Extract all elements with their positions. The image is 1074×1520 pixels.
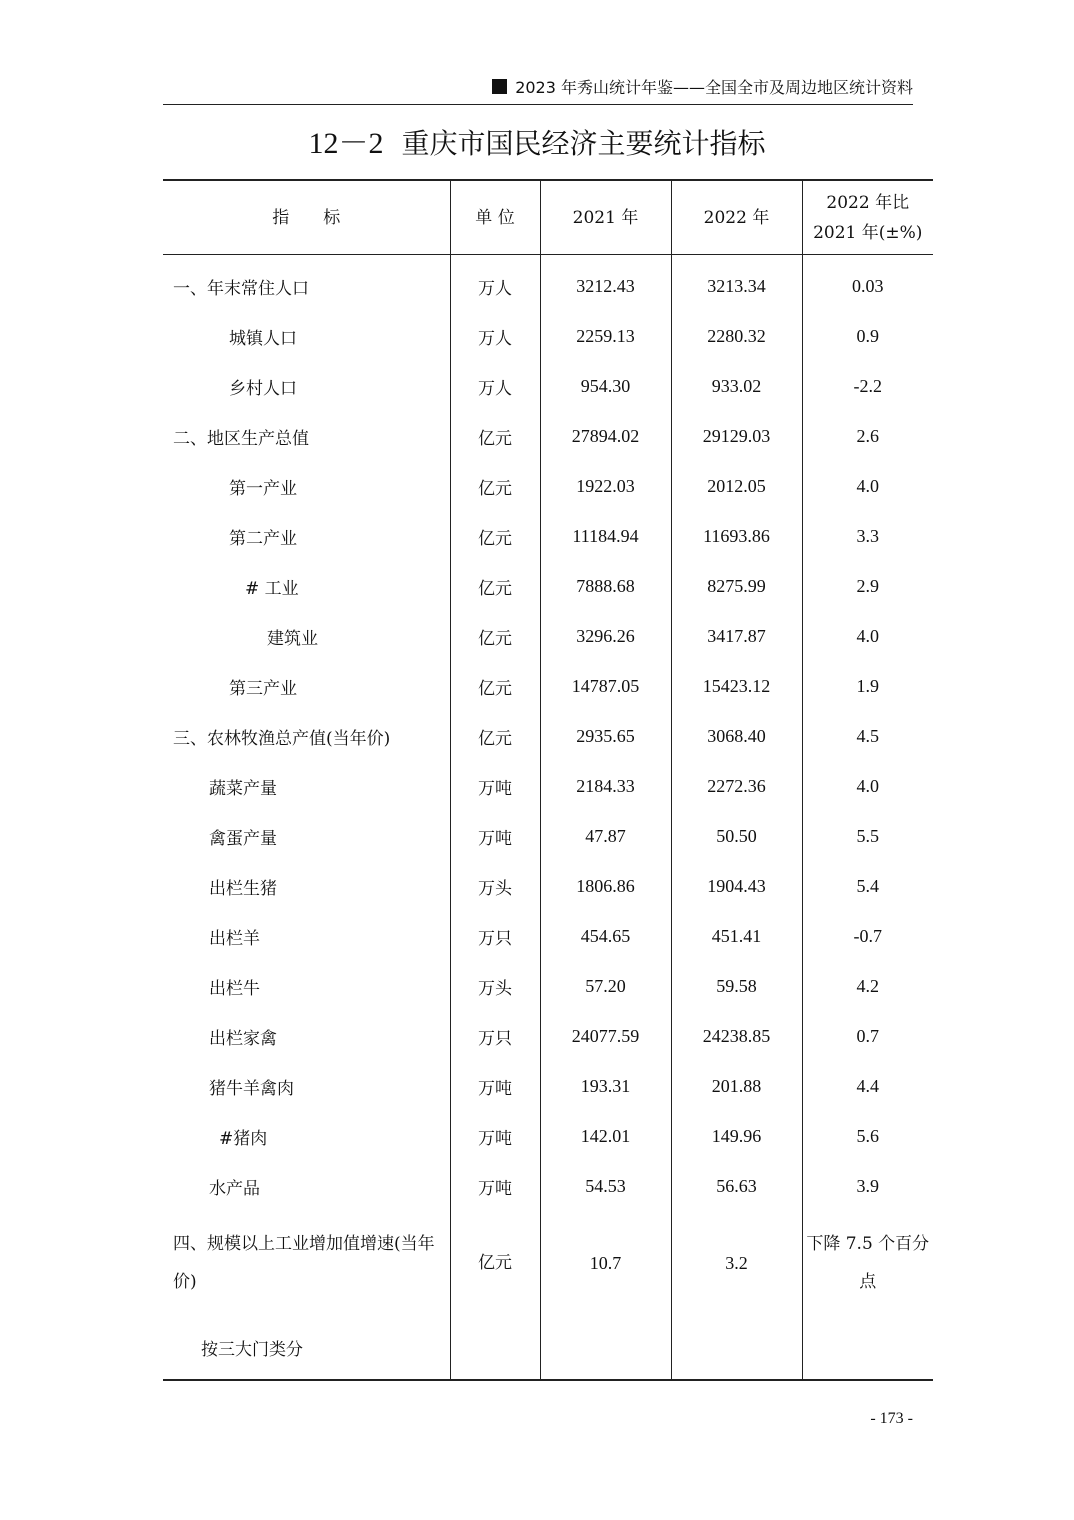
unit-cell: 万人	[450, 255, 540, 312]
unit-cell: 亿元	[450, 461, 540, 511]
value-2021-cell: 954.30	[540, 361, 671, 411]
change-cell: 0.9	[802, 311, 933, 361]
value-2022-cell: 29129.03	[671, 411, 802, 461]
table-row	[163, 511, 933, 561]
unit-cell: 亿元	[450, 611, 540, 661]
value-2021-cell: 27894.02	[540, 411, 671, 461]
unit-cell: 万吨	[450, 1111, 540, 1161]
change-cell: -0.7	[802, 911, 933, 961]
value-2021-cell: 454.65	[540, 911, 671, 961]
indicator-cell: 二、地区生产总值	[173, 428, 309, 449]
indicator-cell: # 工业	[245, 578, 299, 599]
value-2021-cell: 2184.33	[540, 761, 671, 811]
indicator-cell: 出栏家禽	[209, 1028, 277, 1049]
header-change	[802, 180, 933, 255]
value-2021-cell: 14787.05	[540, 661, 671, 711]
table-row	[163, 611, 933, 661]
header-2022: 2022 年	[671, 180, 802, 255]
table-row	[163, 1211, 933, 1315]
value-2022-cell: 56.63	[671, 1161, 802, 1211]
unit-cell: 万只	[450, 1011, 540, 1061]
unit-cell: 万只	[450, 911, 540, 961]
unit-cell: 亿元	[450, 411, 540, 461]
indicator-cell: #猪肉	[219, 1128, 268, 1149]
unit-cell: 万吨	[450, 811, 540, 861]
value-2022-cell: 2280.32	[671, 311, 802, 361]
change-cell: 5.5	[802, 811, 933, 861]
value-2022-cell: 933.02	[671, 361, 802, 411]
statistics-table	[163, 179, 933, 1381]
change-cell: 3.3	[802, 511, 933, 561]
change-cell: 1.9	[802, 661, 933, 711]
value-2022-cell: 149.96	[671, 1111, 802, 1161]
indicator-cell: 三、农林牧渔总产值(当年价)	[173, 728, 391, 749]
value-2022-cell: 11693.86	[671, 511, 802, 561]
value-2022-cell: 2272.36	[671, 761, 802, 811]
unit-cell: 亿元	[450, 711, 540, 761]
change-cell: -2.2	[802, 361, 933, 411]
change-cell: 4.0	[802, 761, 933, 811]
value-2021-cell: 3212.43	[540, 255, 671, 312]
table-row	[163, 461, 933, 511]
table-row	[163, 255, 933, 312]
value-2021-cell: 1922.03	[540, 461, 671, 511]
indicator-cell: 乡村人口	[229, 378, 297, 399]
indicator-cell: 蔬菜产量	[209, 778, 277, 799]
indicator-cell: 城镇人口	[229, 328, 297, 349]
value-2021-cell: 11184.94	[540, 511, 671, 561]
table-row	[163, 911, 933, 961]
indicator-cell: 出栏生猪	[209, 878, 277, 899]
change-cell: 4.0	[802, 611, 933, 661]
table-row	[163, 1111, 933, 1161]
page-title	[0, 124, 1074, 164]
indicator-cell: 一、年末常住人口	[173, 278, 309, 299]
value-2021-cell: 7888.68	[540, 561, 671, 611]
table-row	[163, 661, 933, 711]
indicator-cell: 建筑业	[267, 628, 318, 649]
value-2022-cell: 59.58	[671, 961, 802, 1011]
table-row	[163, 361, 933, 411]
table-row	[163, 811, 933, 861]
value-2021-cell: 57.20	[540, 961, 671, 1011]
value-2022-cell: 15423.12	[671, 661, 802, 711]
value-2022-cell: 3.2	[671, 1211, 802, 1315]
unit-cell: 万吨	[450, 1161, 540, 1211]
unit-cell: 万人	[450, 311, 540, 361]
value-2022-cell: 8275.99	[671, 561, 802, 611]
table-row	[163, 311, 933, 361]
table-number: 12－2	[308, 127, 384, 160]
change-cell: 4.4	[802, 1061, 933, 1111]
table-row	[163, 961, 933, 1011]
value-2021-cell: 2259.13	[540, 311, 671, 361]
unit-cell: 万头	[450, 961, 540, 1011]
header-indicator: 指 标	[163, 180, 450, 255]
header-unit: 单 位	[450, 180, 540, 255]
change-cell: 5.6	[802, 1111, 933, 1161]
value-2022-cell: 201.88	[671, 1061, 802, 1111]
unit-cell: 万吨	[450, 1061, 540, 1111]
value-2021-cell	[540, 1315, 671, 1380]
value-2021-cell: 10.7	[540, 1211, 671, 1315]
value-2022-cell: 1904.43	[671, 861, 802, 911]
header-change-line1: 2022 年比	[826, 192, 910, 213]
change-cell: 5.4	[802, 861, 933, 911]
value-2022-cell: 50.50	[671, 811, 802, 861]
change-cell: 0.7	[802, 1011, 933, 1061]
change-cell: 2.9	[802, 561, 933, 611]
header-2021: 2021 年	[540, 180, 671, 255]
change-cell	[802, 1315, 933, 1380]
change-cell: 4.0	[802, 461, 933, 511]
table-row	[163, 1011, 933, 1061]
indicator-cell: 四、规模以上工业增加值增速(当年价)	[173, 1234, 435, 1292]
table-row	[163, 411, 933, 461]
running-header-text: 2023 年秀山统计年鉴——全国全市及周边地区统计资料	[515, 78, 913, 97]
unit-cell: 万人	[450, 361, 540, 411]
unit-cell: 亿元	[450, 511, 540, 561]
page-number: - 173 -	[870, 1410, 913, 1427]
value-2021-cell: 54.53	[540, 1161, 671, 1211]
indicator-cell: 按三大门类分	[201, 1339, 303, 1360]
change-cell: 4.5	[802, 711, 933, 761]
value-2022-cell: 3417.87	[671, 611, 802, 661]
unit-cell: 亿元	[450, 561, 540, 611]
value-2022-cell	[671, 1315, 802, 1380]
value-2021-cell: 142.01	[540, 1111, 671, 1161]
unit-cell: 万头	[450, 861, 540, 911]
unit-cell	[450, 1315, 540, 1380]
value-2021-cell: 24077.59	[540, 1011, 671, 1061]
value-2022-cell: 2012.05	[671, 461, 802, 511]
change-cell: 下降 7.5 个百分点	[802, 1211, 933, 1315]
table-header-row	[163, 180, 933, 255]
table-row	[163, 861, 933, 911]
change-cell: 2.6	[802, 411, 933, 461]
change-cell: 3.9	[802, 1161, 933, 1211]
running-header	[163, 76, 913, 105]
value-2021-cell: 1806.86	[540, 861, 671, 911]
indicator-cell: 第三产业	[229, 678, 297, 699]
indicator-cell: 第二产业	[229, 528, 297, 549]
value-2021-cell: 193.31	[540, 1061, 671, 1111]
value-2022-cell: 451.41	[671, 911, 802, 961]
indicator-cell: 出栏羊	[209, 928, 260, 949]
change-cell: 0.03	[802, 255, 933, 312]
change-cell: 4.2	[802, 961, 933, 1011]
value-2022-cell: 3213.34	[671, 255, 802, 312]
square-bullet-icon	[492, 79, 507, 94]
header-change-line2: 2021 年(±%)	[813, 222, 923, 243]
table-row	[163, 761, 933, 811]
indicator-cell: 出栏牛	[209, 978, 260, 999]
table-row	[163, 561, 933, 611]
table-row	[163, 711, 933, 761]
indicator-cell: 水产品	[209, 1178, 260, 1199]
table-row	[163, 1061, 933, 1111]
value-2022-cell: 3068.40	[671, 711, 802, 761]
value-2022-cell: 24238.85	[671, 1011, 802, 1061]
table-row	[163, 1161, 933, 1211]
table-row	[163, 1315, 933, 1380]
table-title: 重庆市国民经济主要统计指标	[401, 127, 766, 160]
indicator-cell: 猪牛羊禽肉	[209, 1078, 294, 1099]
unit-cell: 亿元	[450, 661, 540, 711]
value-2021-cell: 47.87	[540, 811, 671, 861]
value-2021-cell: 3296.26	[540, 611, 671, 661]
unit-cell: 亿元	[450, 1211, 540, 1315]
unit-cell: 万吨	[450, 761, 540, 811]
indicator-cell: 禽蛋产量	[209, 828, 277, 849]
indicator-cell: 第一产业	[229, 478, 297, 499]
value-2021-cell: 2935.65	[540, 711, 671, 761]
